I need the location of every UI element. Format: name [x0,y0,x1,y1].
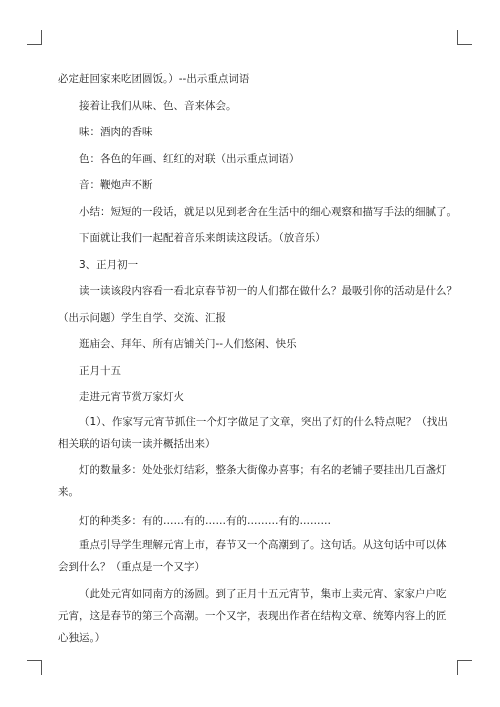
paragraph-summary: 小结：短短的一段话，就足以见到老舍在生活中的细心观察和描写手法的细腻了。 [79,205,457,218]
paragraph-lantern-variety: 灯的种类多：有的……有的……有的………有的……… [79,514,331,527]
paragraph-show-question: （出示问题）学生自学、交流、汇报 [58,311,226,324]
paragraph-lantern-intro: 走进元宵节赏万家灯火 [79,391,184,403]
document-page [58,66,457,653]
paragraph-sound: 音：鞭炮声不断 [79,179,153,191]
crop-mark-bottom-left [27,660,42,675]
section-heading-new-year-day: 3、正月初一 [79,258,139,271]
paragraph-transition: 接着让我们从味、色、音来体会。 [79,99,237,112]
paragraph-read-question: 读一读该段内容看一看北京春节初一的人们都在做什么？最吸引你的活动是什么？ [79,285,457,297]
crop-mark-bottom-right [457,660,472,675]
paragraph-color: 色：各色的年画、红红的对联（出示重点词语） [79,152,300,165]
paragraph-lantern-quantity: 灯的数量多：处处张灯结彩，整条大街像办喜事；有名的老铺子要挂出几百盏灯来。 [58,464,447,498]
crop-mark-top-left [27,30,42,45]
paragraph-key-guidance: 重点引导学生理解元宵上市，春节又一个高潮到了。这句话。从这句话中可以体会到什么？（重点是一个又字） [58,539,447,573]
paragraph-read-aloud: 下面就让我们一起配着音乐来朗读这段话。（放音乐） [79,232,326,244]
paragraph-activities: 逛庙会、拜年、所有店铺关门--人们悠闲、快乐 [79,338,297,350]
paragraph-explanation: （此处元宵如同南方的汤圆。到了正月十五元宵节，集市上卖元宵、家家户户吃元宵，这是春节的第三个高潮。一个又字，表现出作者在结构文章、统筹内容上的匠心独运。） [58,587,447,644]
paragraph-lantern-question: （1）、作家写元宵节抓住一个灯字做足了文章，突出了灯的什么特点呢？（找出相关联的语句读一读并概括出来） [58,415,448,450]
section-heading-lantern-festival: 正月十五 [79,364,121,377]
paragraph-continuation: 必定赶回家来吃团圆饭。）--出示重点词语 [58,73,250,85]
paragraph-taste: 味：酒肉的香味 [79,126,153,138]
crop-mark-top-right [457,30,472,45]
